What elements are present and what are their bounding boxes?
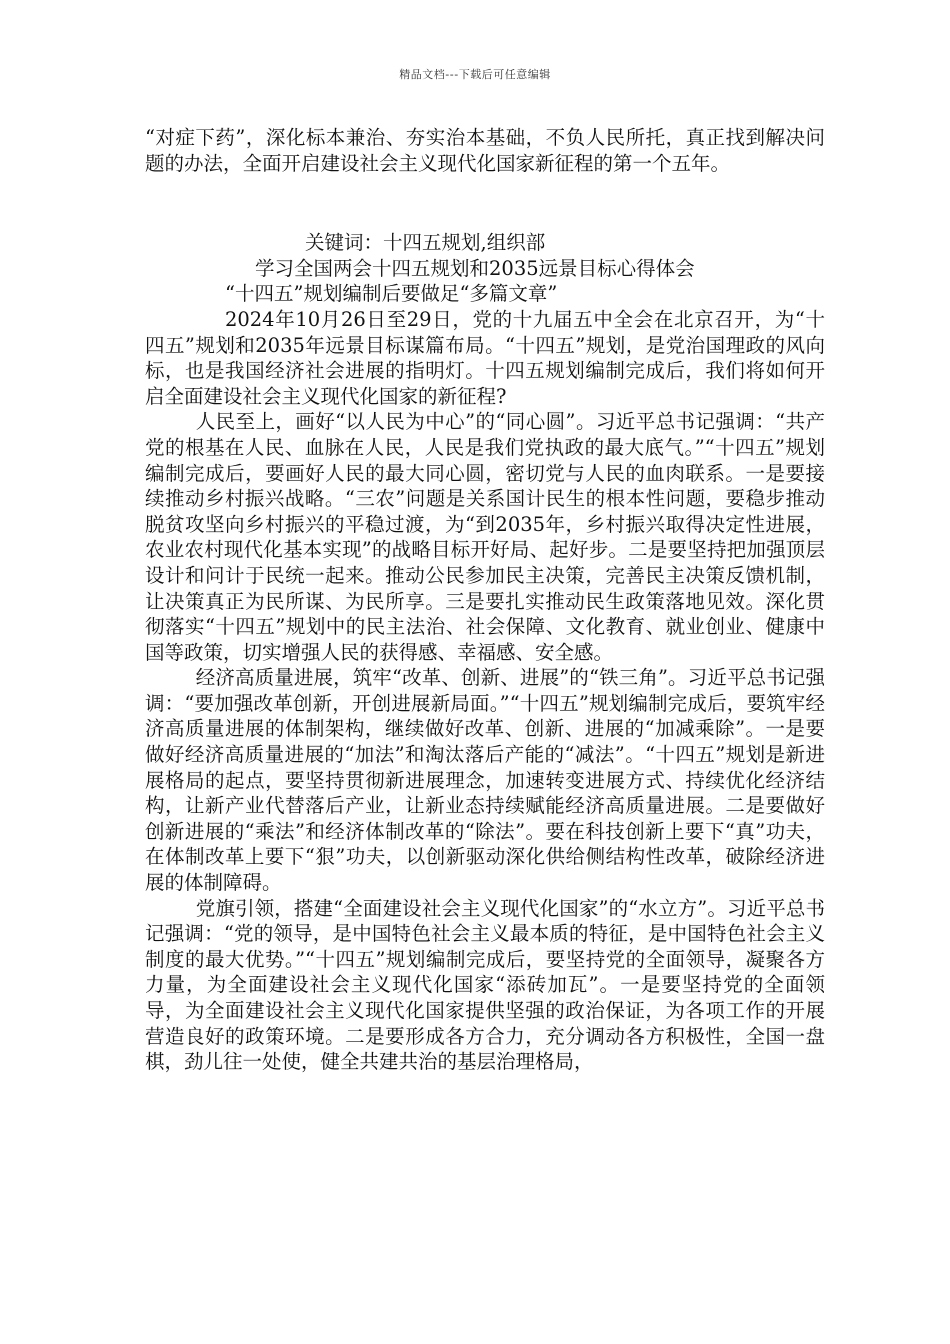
subtitle: 学习全国两会十四五规划和2035远景目标心得体会 bbox=[255, 256, 695, 280]
page-header: 精品文档---下载后可任意编辑 bbox=[399, 68, 551, 81]
intro-paragraph: “对症下药”，深化标本兼治、夯实治本基础，不负人民所托，真正找到解决问题的办法，全面开启建设社会主义现代化国家新征程的第一个五年。 bbox=[145, 126, 825, 175]
body-paragraph: 党旗引领，搭建“全面建设社会主义现代化国家”的“水立方”。习近平总书记强调：“党的领导，是中国特色社会主义最本质的特征，是中国特色社会主义制度的最大优势。”“十四五”规划编制完成后，要坚持党的全面领导，凝聚各方力量，为全面建设社会主义现代化国家“添砖加瓦”。一是要坚持党的全面领导，为全面建设社会主义现代化国家提供坚强的政治保证，为各项工作的开展营造良好的政策环境。二是要形成各方合力，充分调动各方积极性，全国一盘棋，劲儿往一处使，健全共建共治的基层治理格局， bbox=[145, 896, 825, 1074]
section-gap bbox=[145, 176, 825, 230]
keywords-line: 关键词：十四五规划,组织部 bbox=[305, 231, 546, 255]
body-paragraph: 人民至上，画好“以人民为中心”的“同心圆”。习近平总书记强调：“共产党的根基在人民、血脉在人民，人民是我们党执政的最大底气。”“十四五”规划编制完成后，要画好人民的最大同心圆，密切党与人民的血肉联系。一是要接续推动乡村振兴战略。“三农”问题是关系国计民生的根本性问题，要稳步推动脱贫攻坚向乡村振兴的平稳过渡，为“到2035年，乡村振兴取得决定性进展，农业农村现代化基本实现”的战略目标开好局、起好步。二是要坚持把加强顶层设计和问计于民统一起来。推动公民参加民主决策，完善民主决策反馈机制，让决策真正为民所谋、为民所享。三是要扎实推动民生政策落地见效。深化贯彻落实“十四五”规划中的民主法治、社会保障、文化教育、就业创业、健康中国等政策，切实增强人民的获得感、幸福感、安全感。 bbox=[145, 410, 825, 664]
body-paragraph: 经济高质量进展，筑牢“改革、创新、进展”的“铁三角”。习近平总书记强调：“要加强改革创新，开创进展新局面。”“十四五”规划编制完成后，要筑牢经济高质量进展的体制架构，继续做好改革、创新、进展的“加减乘除”。一是要做好经济高质量进展的“加法”和淘汰落后产能的“减法”。“十四五”规划是新进展格局的起点，要坚持贯彻新进展理念，加速转变进展方式、持续优化经济结构，让新产业代替落后产业，让新业态持续赋能经济高质量进展。二是要做好创新进展的“乘法”和经济体制改革的“除法”。要在科技创新上要下“真”功夫，在体制改革上要下“狠”功夫，以创新驱动深化供给侧结构性改革，破除经济进展的体制障碍。 bbox=[145, 666, 825, 895]
article-title: “十四五”规划编制后要做足“多篇文章” bbox=[225, 282, 558, 306]
document-body bbox=[145, 125, 825, 1075]
body-paragraph: 2024年10月26日至29日，党的十九届五中全会在北京召开，为“十四五”规划和2035年远景目标谋篇布局。“十四五”规划，是党治国理政的风向标，也是我国经济社会进展的指明灯。十四五规划编制完成后，我们将如何开启全面建设社会主义现代化国家的新征程? bbox=[145, 307, 825, 408]
